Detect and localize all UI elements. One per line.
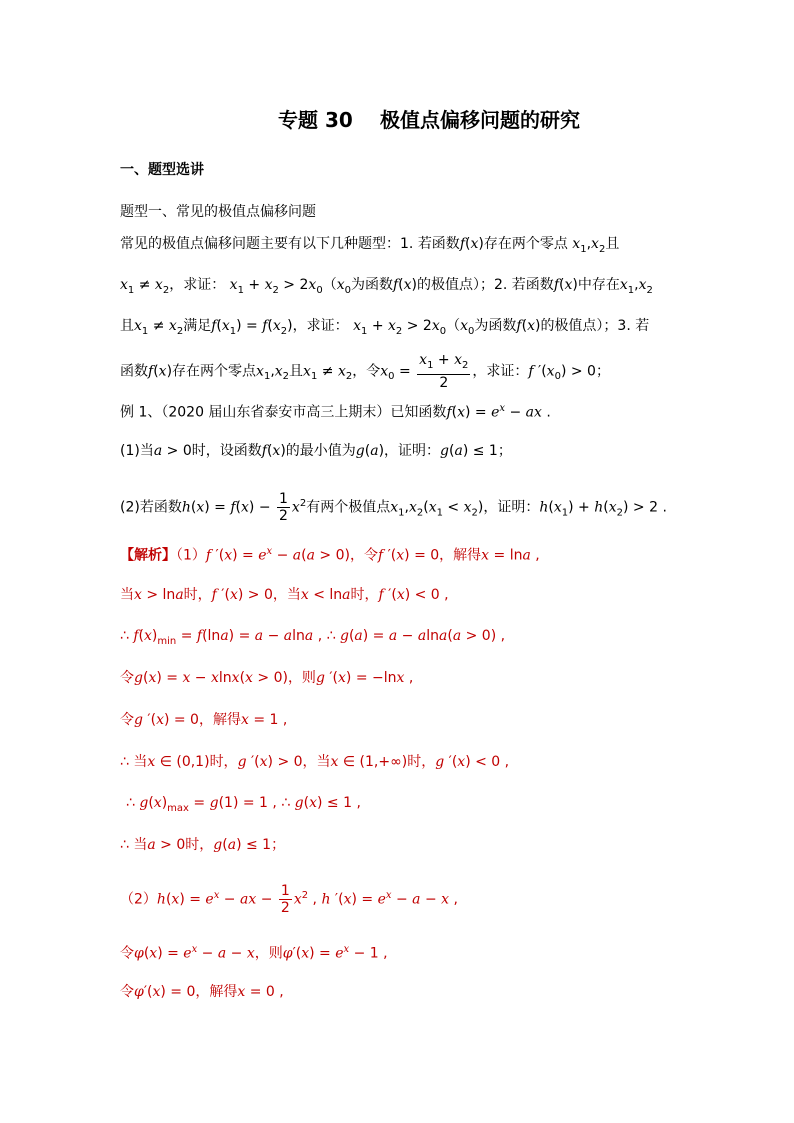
intro-line-1: 常见的极值点偏移问题主要有以下几种题型：1. 若函数f(x)存在两个零点 $x_1,x_2$且 — [120, 236, 620, 255]
example-question-1: (1)当a > 0时，设函数f(x)的最小值为g(a)，证明：g(a) ≤ 1； — [120, 443, 512, 459]
example-statement: 例 1、（2020 届山东省泰安市高三上期末）已知函数$f(x) = e^x$ − ax . — [120, 403, 551, 421]
solution-line-9: $(2)h(x) = e^x$ − ax − $\frac{1}{2}$ $x^2$ , h $'(x) = e^x - a - x$ , — [120, 883, 458, 917]
solution-line-1: 【解析】（1）f $'(x) = e^x - a(a > 0)$，令f ′(x) = 0，解得x = lna , — [120, 546, 540, 564]
topic-number: 专题 30 — [278, 108, 353, 132]
solution-line-5: 令g ′(x) = 0，解得x = 1 , — [120, 712, 288, 728]
type-heading: 题型一、常见的极值点偏移问题 — [120, 204, 316, 220]
solution-line-8: ∴ 当a > 0时，g(a) ≤ 1； — [120, 837, 286, 853]
example-question-2: (2)若函数h(x) = f(x) − $\frac{1}{2}$ $x^2$有两个极值点$x_1,x_2(x_1 < x_2)$，证明：$h(x_1) + h(x_2) > 2$ . — [120, 491, 667, 525]
solution-line-6: ∴ 当x ∈ (0,1)时，g ′(x) > 0，当x ∈ (1,+∞)时，g ′(x) < 0 , — [120, 754, 510, 770]
topic-name: 极值点偏移问题的研究 — [380, 108, 580, 132]
solution-line-4: 令g(x) = x − xlnx(x > 0)，则g ′(x) = −lnx , — [120, 670, 414, 686]
intro-line-3: 且$x_1 \ne x_2$满足$f(x_1) = f(x_2)$，求证： $x_1 + x_2 > 2x_0(x_0$为函数f(x)的极值点）；3. 若 — [120, 318, 650, 337]
solution-line-10: 令$\varphi(x) = e^x - a - x$，则$\varphi'(x) = e^x - 1$ , — [120, 944, 388, 962]
solution-line-11: 令φ′(x) = 0，解得x = 0 , — [120, 984, 284, 1000]
solution-line-3: ∴ $f(x)_{min} = f(\ln a) = a - alna$ , ∴ g(a) = a − alna(a > 0) , — [120, 628, 506, 647]
intro-line-4: 函数f(x)存在两个零点$x_1,x_2$且$x_1 \ne x_2$，令$x_0$ = $\frac{x_1 + x_2}{2}$ ，求证：f $'(x_0) > 0$； — [120, 352, 610, 391]
intro-line-2: $x_1 \ne x_2$，求证： $x_1 + x_2 > 2x_0(x_0$为函数f(x)的极值点）；2. 若函数f(x)中存在$x_1,x_2$ — [120, 277, 653, 296]
section-heading: 一、题型选讲 — [120, 162, 204, 178]
solution-line-2: 当x > lna时，f ′(x) > 0，当x < lna时，f ′(x) < 0 , — [120, 587, 449, 603]
solution-line-7: ∴ $g(x)_{max} = g(1) = 1$ , ∴ g(x) ≤ 1 , — [126, 795, 361, 814]
